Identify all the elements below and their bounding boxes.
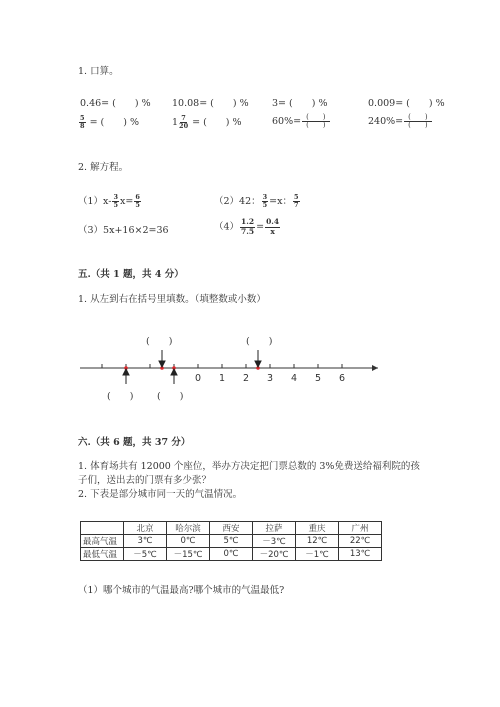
- number-line-blank-top-1: ( ): [146, 336, 173, 347]
- q1-item-2: 10.08= ( ) %: [172, 98, 249, 109]
- number-line-blank-bottom-2: ( ): [157, 391, 184, 402]
- section-6-sub-question-1: （1）哪个城市的气温最高?哪个城市的气温最低?: [78, 585, 285, 596]
- number-line-blank-bottom-1: ( ): [107, 391, 134, 402]
- table-header-row: [81, 522, 382, 535]
- fraction-blank: $\frac{( )}{( )}$: [404, 114, 431, 129]
- city-header: 西安: [210, 522, 253, 535]
- tick-label-0: 0: [194, 373, 202, 384]
- section-6-question-2: 2. 下表是部分城市同一天的气温情况。: [78, 489, 243, 500]
- city-header: 北京: [124, 522, 167, 535]
- city-header: 哈尔滨: [167, 522, 210, 535]
- fraction: $\frac{3}{5}$: [113, 193, 118, 209]
- low-temp-cell: －1℃: [296, 548, 339, 561]
- row-label-low: 最低气温: [81, 548, 124, 561]
- equation-4: （4） $\frac{1.2}{7.5}$ = $\frac{0.4}{x}$: [214, 217, 280, 236]
- section-6-heading: 六.（共 6 题，共 37 分）: [78, 437, 191, 448]
- low-temp-cell: －5℃: [124, 548, 167, 561]
- fraction: $\frac{7}{20}$: [179, 114, 189, 130]
- q1-item-4: 0.009= ( ) %: [368, 98, 445, 109]
- number-line-arrows: [123, 350, 261, 384]
- tick-label-4: 4: [290, 373, 298, 384]
- row-label-high: 最高气温: [81, 535, 124, 548]
- high-temp-cell: 12℃: [296, 535, 339, 548]
- tick-label-3: 3: [266, 373, 274, 384]
- fraction-blank: $\frac{( )}{( )}$: [302, 114, 329, 129]
- high-temp-cell: 3℃: [124, 535, 167, 548]
- high-temp-cell: －3℃: [253, 535, 296, 548]
- city-header: 拉萨: [253, 522, 296, 535]
- fraction: $\frac{6}{5}$: [135, 193, 140, 209]
- equation-3: （3）5x+16×2=36: [78, 225, 169, 236]
- equation-2: （2）42： $\frac{3}{5}$ =x： $\frac{5}{7}$: [214, 193, 299, 209]
- section-5-heading: 五.（共 1 题，共 4 分）: [78, 269, 184, 280]
- q1-item-1: 0.46= ( ) %: [80, 98, 151, 109]
- section-6-question-1-line-2: 子们，送出去的门票有多少张？: [78, 475, 212, 486]
- tick-label-2: 2: [242, 373, 250, 384]
- section-5-question-1: 1. 从左到右在括号里填数。（填整数或小数）: [78, 294, 266, 305]
- q2-title: 2. 解方程。: [78, 162, 129, 173]
- city-header: 广州: [339, 522, 382, 535]
- city-header: 重庆: [296, 522, 339, 535]
- tick-label-5: 5: [314, 373, 322, 384]
- temperature-table: [80, 521, 382, 561]
- fraction: $\frac{1.2}{7.5}$: [241, 217, 255, 236]
- q1-item-5: $\frac{5}{8}$ = ( ) %: [80, 114, 140, 130]
- high-temp-cell: 22℃: [339, 535, 382, 548]
- high-temp-cell: 0℃: [167, 535, 210, 548]
- table-row: [81, 535, 382, 548]
- q1-title: 1. 口算。: [78, 66, 119, 77]
- q1-item-7: 60%= $\frac{( )}{( )}$: [272, 114, 331, 129]
- low-temp-cell: 0℃: [210, 548, 253, 561]
- fraction: $\frac{3}{5}$: [262, 193, 268, 209]
- table-row: [81, 548, 382, 561]
- table-corner-cell: [81, 522, 124, 535]
- number-line-ticks: [102, 364, 342, 368]
- fraction: $\frac{5}{7}$: [294, 193, 299, 209]
- section-6-question-1-line-1: 1. 体育场共有 12000 个座位，举办方决定把门票总数的 3%免费送给福利院的孩: [78, 461, 420, 472]
- tick-label-1: 1: [218, 373, 226, 384]
- low-temp-cell: 13℃: [339, 548, 382, 561]
- q1-item-8: 240%= $\frac{( )}{( )}$: [368, 114, 433, 129]
- tick-label-6: 6: [338, 373, 346, 384]
- fraction: $\frac{5}{8}$: [80, 114, 85, 130]
- equation-1: （1）x- $\frac{3}{5}$ x= $\frac{6}{5}$: [78, 193, 140, 209]
- high-temp-cell: 5℃: [210, 535, 253, 548]
- fraction: $\frac{0.4}{x}$: [266, 217, 280, 236]
- q1-item-6: 1 $\frac{7}{20}$ = ( ) %: [172, 114, 242, 130]
- low-temp-cell: －15℃: [167, 548, 210, 561]
- q1-item-3: 3= ( ) %: [272, 98, 328, 109]
- low-temp-cell: －20℃: [253, 548, 296, 561]
- number-line-blank-top-2: ( ): [246, 336, 273, 347]
